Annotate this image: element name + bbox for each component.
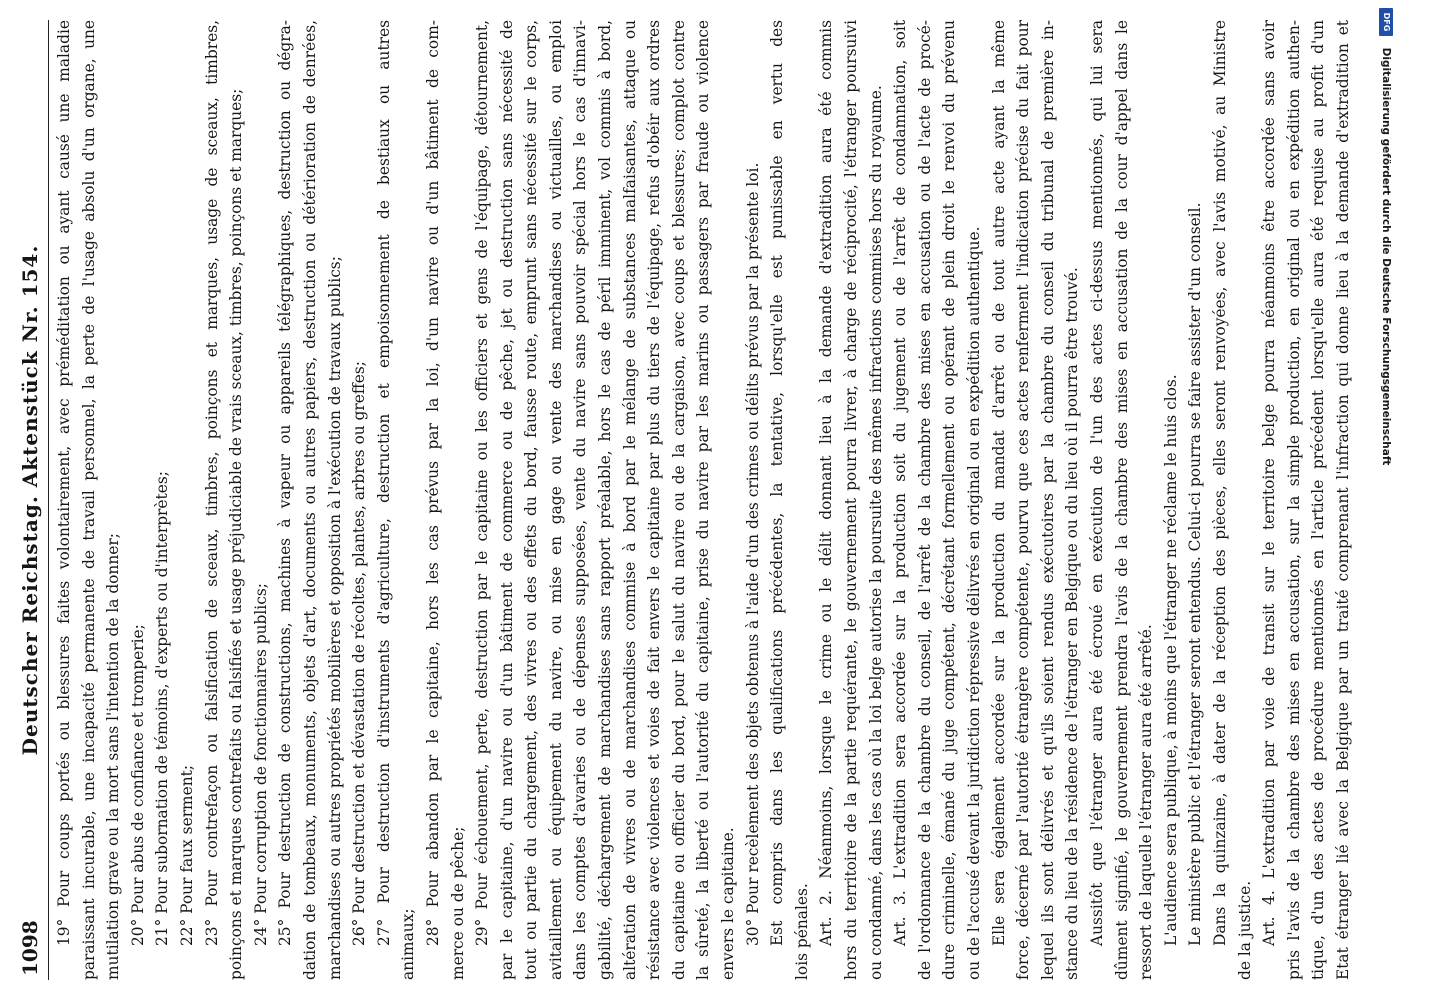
text-line: par le capitaine, d'un navire ou d'un bâtiment de commerce ou de pêche, jet ou destruction sans nécessité de xyxy=(497,20,516,980)
text-line: 19° Pour coups portés ou blessures faites volontairement, avec préméditation ou ayant causé une maladie xyxy=(55,20,73,946)
text-line: 27° Pour destruction d'instruments d'agriculture, destruction et empoisonnement de bestiaux ou autres xyxy=(374,20,393,946)
text-line: lequel ils sont délivrés et qu'ils soient rendus exécutoires par la chambre du conseil du tribunal de première in- xyxy=(1038,20,1057,980)
dfg-logo-icon: DFG xyxy=(1379,8,1393,36)
text-line: 26° Pour destruction et dévastation de récoltes, plantes, arbres ou greffes; xyxy=(350,361,369,946)
page-header xyxy=(12,20,49,980)
text-line: Art. 4. L'extradition par voie de transit sur le territoire belge pourra néanmoins être accordée sans avoir xyxy=(1260,20,1279,946)
rotated-page xyxy=(12,20,1412,980)
text-line: mutilation grave ou la mort sans l'intention de la donner; xyxy=(104,533,123,980)
text-line: 22° Pour faux serment; xyxy=(177,764,196,946)
digitization-credit xyxy=(1374,8,1398,992)
text-line: ressort de laquelle l'étranger aura été arrêté. xyxy=(1137,624,1156,980)
text-line: envers le capitaine. xyxy=(719,827,738,980)
text-line: avitaillement ou équipement du navire, ou mise en gage ou vente des marchandises ou victuailles, ou emploi xyxy=(546,20,565,980)
text-line: ou de l'accusé devant la juridiction répressive délivrés en original ou en expédition authentique. xyxy=(964,226,983,980)
text-line: Etat étranger lié avec la Belgique par un traité comprenant l'infraction qui donne lieu à la demande d'extradition et xyxy=(1333,20,1352,980)
page-title: Deutscher Reichstag. Aktenstück Nr. 154. xyxy=(18,244,42,756)
text-line: Art. 3. L'extradition sera accordée sur la production soit du jugement ou de l'arrêt de condamnation, soit xyxy=(891,20,910,946)
text-line: 28° Pour abandon par le capitaine, hors les cas prévus par la loi, d'un navire ou d'un bâtiment de com- xyxy=(423,20,442,946)
text-line: Dans la quinzaine, à dater de la réception des pièces, elles seront renvoyées, avec l'avis motivé, au Ministre xyxy=(1210,20,1229,946)
text-line: pris l'avis de la chambre des mises en accusation, sur la simple production, en original ou en expédition authen- xyxy=(1284,20,1303,980)
text-line: 25° Pour destruction de constructions, machines à vapeur ou appareils télégraphiques, destruction ou dégra- xyxy=(276,20,295,946)
page-number: 1098 xyxy=(18,920,42,976)
text-line: ou condamné, dans les cas où la loi belge autorise la poursuite des mêmes infractions commises hors du royaume. xyxy=(866,85,885,980)
text-line: gabilité, déchargement de marchandises sans rapport préalable, hors le cas de péril imminent, vol commis à bord, xyxy=(596,20,615,980)
text-line: tout ou partie du chargement, des vivres ou des effets du bord, fausse route, emprunt sans nécessité sur le corps, xyxy=(522,20,541,980)
text-line: 29° Pour échouement, perte, destruction par le capitaine ou les officiers et gens de l'équipage, détournement, xyxy=(473,20,492,946)
text-line: Le ministère public et l'étranger seront entendus. Celui-ci pourra se faire assister d'un conseil. xyxy=(1186,202,1205,946)
text-line: résistance avec violences et voies de fait envers le capitaine par plus du tiers de l'équipage, refus d'obéir aux ordres xyxy=(645,20,664,980)
text-line: marchandises ou autres propriétés mobilières et opposition à l'exécution de travaux publics; xyxy=(325,256,344,980)
text-line: de l'ordonnance de la chambre du conseil, de l'arrêt de la chambre des mises en accusation ou de l'acte de procé- xyxy=(915,20,934,980)
text-line: force, décerné par l'autorité étrangère compétente, pourvu que ces actes renferment l'indication précise du fait pour xyxy=(1014,20,1033,980)
text-line: L'audience sera publique, à moins que l'étranger ne réclame le huis clos. xyxy=(1161,374,1180,946)
credit-text: Digitalisierung gefördert durch die Deutsche Forschungsgemeinschaft xyxy=(1380,47,1392,466)
text-line: de la justice. xyxy=(1235,880,1254,980)
text-line: poinçons et marques contrefaits ou falsifiés et usage préjudiciable de vrais sceaux, timbres, poinçons et marques; xyxy=(227,88,246,980)
text-line: la sûreté, la liberté ou l'autorité du capitaine, prise du navire par les marins ou passagers par fraude ou violence xyxy=(694,20,713,980)
text-line: paraissant incurable, une incapacité permanente de travail personnel, la perte de l'usage absolu d'un organe, une xyxy=(79,20,98,980)
text-line: du capitaine ou officier du bord, pour le salut du navire ou de la cargaison, avec coups et blessures; complot contre xyxy=(669,20,688,980)
text-line: 23° Pour contrefaçon ou falsification de sceaux, timbres, poinçons et marques, usage de sceaux, timbres, xyxy=(202,20,221,946)
text-line: Art. 2. Néanmoins, lorsque le crime ou le délit donnant lieu à la demande d'extradition aura été commis xyxy=(817,20,836,946)
text-line: dure criminelle, émané du juge compétent, décrétant formellement ou opérant de plein droit le renvoi du prévenu xyxy=(940,20,959,980)
text-line: animaux; xyxy=(399,908,418,980)
text-line: Elle sera également accordée sur la production du mandat d'arrêt ou de tout autre acte ayant la même xyxy=(989,20,1008,946)
text-line: lois pénales. xyxy=(792,883,811,980)
text-line: hors du territoire de la partie requérante, le gouvernement pourra livrer, à charge de réciprocité, l'étranger poursuivi xyxy=(842,20,860,980)
text-line: 20° Pour abus de confiance et tromperie; xyxy=(128,624,147,946)
text-line: dation de tombeaux, monuments, objets d'art, documents ou autres papiers, destruction ou détérioration de denrées, xyxy=(300,20,319,980)
text-line: altération de vivres ou de marchandises commise à bord par le mélange de substances malfaisantes, attaque ou xyxy=(620,20,639,980)
text-line: 24° Pour corruption de fonctionnaires publics; xyxy=(251,583,270,946)
text-line: 21° Pour subornation de témoins, d'experts ou d'interprètes; xyxy=(153,471,172,946)
text-line: Aussitôt que l'étranger aura été écroué en exécution de l'un des actes ci-dessus mentionnés, qui lui sera xyxy=(1087,20,1106,946)
text-line: stance du lieu de la résidence de l'étranger en Belgique ou du lieu où il pourra être trouvé. xyxy=(1063,267,1082,980)
text-line: dans les comptes d'avaries ou de dépenses supposées, vente du navire sans pouvoir spécial hors le cas d'innavi- xyxy=(571,20,590,980)
text-line: merce ou de pêche; xyxy=(448,826,467,980)
text-line: Est compris dans les qualifications précédentes, la tentative, lorsqu'elle est punissable en vertu des xyxy=(768,20,787,946)
document-body xyxy=(52,20,1352,980)
text-line: 30° Pour recèlement des objets obtenus à l'aide d'un des crimes ou délits prévus par la présente loi. xyxy=(743,162,762,946)
text-line: dûment signifié, le gouvernement prendra l'avis de la chambre des mises en accusation de la cour d'appel dans le xyxy=(1112,20,1131,980)
text-line: tique, d'un des actes de procédure mentionnés en l'article précédent lorsqu'elle aura été requise au profit d'un xyxy=(1309,20,1328,980)
